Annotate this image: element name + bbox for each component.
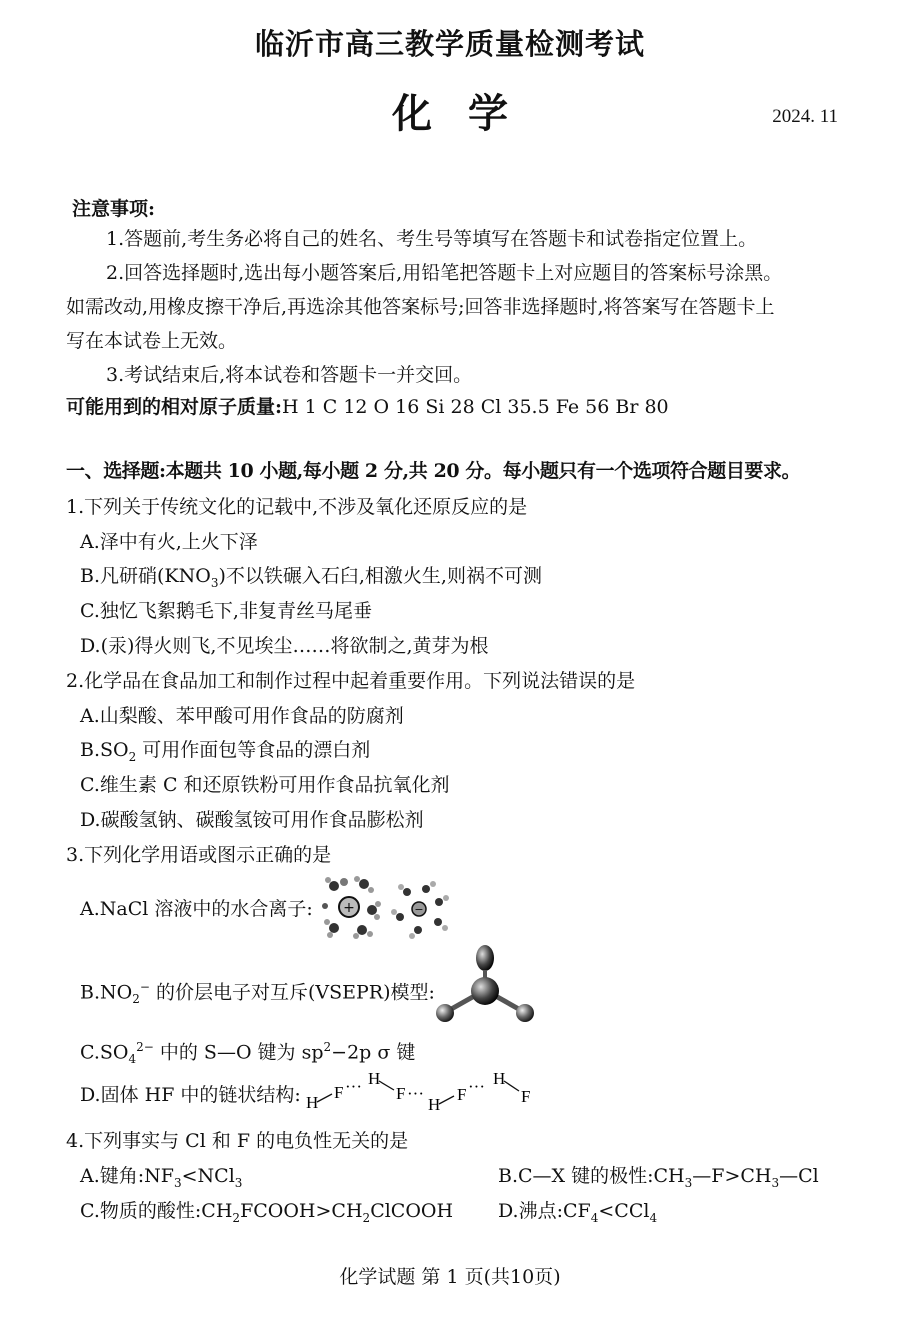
q3-option-b xyxy=(80,970,435,1016)
q2-b-text-2: 可用作面包等食品的漂白剂 xyxy=(136,739,371,761)
hf-f-2: F xyxy=(396,1084,406,1103)
hf-f-4: F xyxy=(521,1087,531,1106)
q2-b-text: B.SO xyxy=(80,739,129,761)
q3-b-sub: 2 xyxy=(132,992,140,1007)
hf-chain-structure xyxy=(300,1064,550,1112)
notice-item-1: 1.答题前,考生务必将自己的姓名、考生号等填写在答题卡和试卷指定位置上。 xyxy=(106,228,758,250)
atomic-mass-label: 可能用到的相对原子质量: xyxy=(66,396,283,418)
q4-b-text: B.C—X 键的极性:CH xyxy=(498,1165,685,1187)
q4-b-sub-1: 3 xyxy=(684,1175,693,1190)
hf-h-2: H xyxy=(368,1069,381,1088)
hf-h-3: H xyxy=(428,1095,441,1112)
q3-b-text: B.NO xyxy=(80,981,133,1004)
q3-b-text-2: 的价层电子对互斥(VSEPR)模型: xyxy=(149,981,435,1004)
q3-c-text: C.SO xyxy=(80,1041,129,1064)
notice-item-3: 3.考试结束后,将本试卷和答题卡一并交回。 xyxy=(106,364,473,386)
q4-d-sub-1: 4 xyxy=(590,1210,599,1225)
q4-a-sub-2: 3 xyxy=(234,1175,243,1190)
hf-hbond-1: ··· xyxy=(345,1077,362,1096)
q4-d-sub-2: 4 xyxy=(649,1210,658,1225)
svg-text:−: − xyxy=(414,903,424,916)
page-footer: 化学试题 第 1 页(共10页) xyxy=(339,1266,561,1288)
q4-c-sub-2: 2 xyxy=(362,1210,371,1225)
notice-item-2-line-1: 2.回答选择题时,选出每小题答案后,用铅笔把答题卡上对应题目的答案标号涂黑。 xyxy=(106,262,783,284)
q3-c-sup: 2− xyxy=(136,1040,154,1054)
q4-b-text-2: —F>CH xyxy=(692,1165,772,1187)
hydrated-sodium-ion xyxy=(322,876,381,939)
exam-title: 临沂市高三教学质量检测考试 xyxy=(254,27,645,61)
atomic-mass-values: H 1 C 12 O 16 Si 28 Cl 35.5 Fe 56 Br 80 xyxy=(282,396,669,418)
q1-stem: 1.下列关于传统文化的记载中,不涉及氧化还原反应的是 xyxy=(66,496,528,518)
exam-date: 2024. 11 xyxy=(772,106,838,127)
atomic-mass-line xyxy=(66,390,669,424)
q1-option-a: A.泽中有火,上火下泽 xyxy=(80,531,258,553)
q3-option-a: A.NaCl 溶液中的水合离子: xyxy=(80,898,313,920)
hf-f-3: F xyxy=(457,1085,467,1104)
q3-c-text-3: −2p σ 键 xyxy=(331,1041,416,1064)
q1-b-text-2: )不以铁碾入石臼,相激火生,则祸不可测 xyxy=(218,565,542,587)
q4-b-text-3: —Cl xyxy=(779,1165,819,1187)
q4-a-sub-1: 3 xyxy=(173,1175,182,1190)
hf-hbond-3: ··· xyxy=(468,1077,485,1096)
q2-b-sub: 2 xyxy=(128,749,137,764)
svg-text:+: + xyxy=(343,900,355,916)
q3-option-d: D.固体 HF 中的链状结构: xyxy=(80,1084,301,1106)
q3-c-sub: 4 xyxy=(128,1052,137,1067)
q4-b-sub-2: 3 xyxy=(771,1175,780,1190)
q4-option-d xyxy=(498,1194,657,1235)
q2-option-a: A.山梨酸、苯甲酸可用作食品的防腐剂 xyxy=(80,705,404,727)
hf-f-1: F xyxy=(334,1083,344,1102)
hydrated-chloride-ion xyxy=(391,881,449,939)
q4-d-text: D.沸点:CF xyxy=(498,1200,591,1222)
section-1-heading: 一、选择题:本题共 10 小题,每小题 2 分,共 20 分。每小题只有一个选项符合题目要求。 xyxy=(66,460,801,482)
q3-c-text-2: 中的 S—O 键为 sp xyxy=(153,1041,324,1064)
q4-a-text-2: <NCl xyxy=(181,1165,235,1187)
q2-stem: 2.化学品在食品加工和制作过程中起着重要作用。下列说法错误的是 xyxy=(66,670,636,692)
q4-a-text: A.键角:NF xyxy=(80,1165,174,1187)
q1-b-text: B.凡研硝(KNO xyxy=(80,565,211,587)
q4-c-text-3: ClCOOH xyxy=(370,1200,454,1222)
q1-b-sub: 3 xyxy=(210,575,219,590)
q4-d-text-2: <CCl xyxy=(598,1200,650,1222)
q1-option-c: C.独忆飞絮鹅毛下,非复青丝马尾垂 xyxy=(80,600,372,622)
q3-c-sup-2: 2 xyxy=(323,1040,332,1054)
notice-title: 注意事项: xyxy=(72,198,156,220)
q4-c-text-2: FCOOH>CH xyxy=(240,1200,363,1222)
q1-option-d: D.(汞)得火则飞,不见埃尘……将欲制之,黄芽为根 xyxy=(80,635,489,657)
notice-item-2-line-3: 写在本试卷上无效。 xyxy=(66,330,238,352)
hydrated-ions-figure xyxy=(322,872,452,942)
q3-b-sup: − xyxy=(139,980,150,994)
hf-h-1: H xyxy=(306,1093,319,1112)
q4-stem: 4.下列事实与 Cl 和 F 的电负性无关的是 xyxy=(66,1130,409,1152)
subject-title: 化学 xyxy=(392,90,544,137)
vsepr-model-figure xyxy=(432,940,542,1030)
hf-h-4: H xyxy=(493,1069,506,1088)
q3-stem: 3.下列化学用语或图示正确的是 xyxy=(66,844,332,866)
q4-c-text: C.物质的酸性:CH xyxy=(80,1200,233,1222)
notice-item-2-line-2: 如需改动,用橡皮擦干净后,再选涂其他答案标号;回答非选择题时,将答案写在答题卡上 xyxy=(66,296,775,318)
q2-option-c: C.维生素 C 和还原铁粉可用作食品抗氧化剂 xyxy=(80,774,450,796)
q4-option-c xyxy=(80,1194,453,1235)
hf-hbond-2: ··· xyxy=(407,1084,424,1103)
q2-option-d: D.碳酸氢钠、碳酸氢铵可用作食品膨松剂 xyxy=(80,809,424,831)
q4-c-sub-1: 2 xyxy=(232,1210,241,1225)
